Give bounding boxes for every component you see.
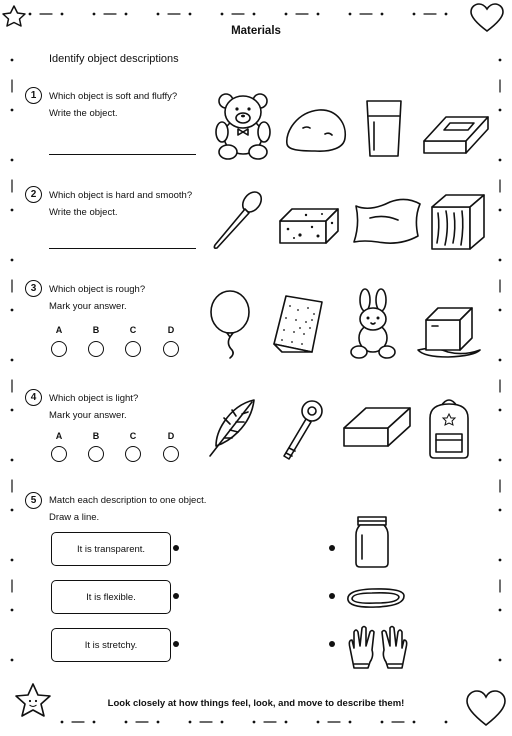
question-prompt: Match each description to one object.	[49, 495, 207, 506]
answer-bubble-c[interactable]	[125, 446, 141, 462]
match-dot-right[interactable]	[329, 593, 335, 599]
ice-cube-icon	[414, 302, 484, 358]
choice-label-b: B	[92, 325, 100, 335]
question-number: 3	[25, 280, 42, 297]
answer-bubble-d[interactable]	[163, 446, 179, 462]
match-dot-right[interactable]	[329, 641, 335, 647]
answer-bubble-c[interactable]	[125, 341, 141, 357]
choice-label-c: C	[129, 431, 137, 441]
match-dot-left[interactable]	[173, 593, 179, 599]
choice-label-c: C	[129, 325, 137, 335]
feather-icon	[206, 396, 258, 458]
choice-label-d: D	[167, 325, 175, 335]
sponge-icon	[278, 205, 342, 245]
answer-bubble-a[interactable]	[51, 446, 67, 462]
question-text	[49, 187, 192, 221]
question-text	[49, 88, 177, 122]
answer-bubble-d[interactable]	[163, 341, 179, 357]
question-instruction: Mark your answer.	[49, 410, 127, 421]
choice-label-a: A	[55, 325, 63, 335]
sandpaper-icon	[272, 294, 324, 356]
key-icon	[276, 398, 326, 464]
balloon-icon	[208, 290, 252, 360]
book-icon	[422, 113, 490, 157]
bunny-plush-icon	[348, 288, 398, 360]
question-prompt: Which object is soft and fluffy?	[49, 91, 178, 102]
question-instruction: Mark your answer.	[49, 301, 127, 312]
answer-line[interactable]	[49, 248, 196, 249]
answer-bubble-b[interactable]	[88, 446, 104, 462]
footer-tip: Look closely at how things feel, look, and move to describe them!	[107, 698, 405, 709]
question-instruction: Write the object.	[49, 207, 118, 218]
question-number: 1	[25, 87, 42, 104]
question-prompt: Which object is hard and smooth?	[49, 190, 193, 201]
match-dot-right[interactable]	[329, 545, 335, 551]
question-text	[49, 390, 138, 424]
glass-jar-icon	[352, 513, 392, 569]
description-box: It is flexible.	[51, 580, 171, 614]
question-prompt: Which object is light?	[49, 393, 139, 404]
wooden-block-icon	[430, 193, 488, 251]
question-text	[49, 492, 206, 526]
rock-icon	[283, 104, 349, 154]
spoon-icon	[210, 190, 266, 252]
page-title: Materials	[231, 25, 281, 37]
choice-label-d: D	[167, 431, 175, 441]
answer-line[interactable]	[49, 154, 196, 155]
gloves-icon	[344, 624, 412, 672]
question-number: 5	[25, 492, 42, 509]
page-subtitle: Identify object descriptions	[49, 53, 179, 65]
choice-label-a: A	[55, 431, 63, 441]
teddy-bear-icon	[214, 92, 274, 160]
match-dot-left[interactable]	[173, 545, 179, 551]
choice-label-b: B	[92, 431, 100, 441]
question-prompt: Which object is rough?	[49, 284, 146, 295]
answer-bubble-b[interactable]	[88, 341, 104, 357]
match-dot-left[interactable]	[173, 641, 179, 647]
question-text	[49, 281, 145, 315]
rubber-band-icon	[342, 584, 408, 612]
description-box: It is transparent.	[51, 532, 171, 566]
question-instruction: Draw a line.	[49, 512, 100, 523]
backpack-icon	[424, 396, 474, 460]
description-box: It is stretchy.	[51, 628, 171, 662]
answer-bubble-a[interactable]	[51, 341, 67, 357]
pillow-icon	[350, 196, 424, 248]
question-number: 2	[25, 186, 42, 203]
question-number: 4	[25, 389, 42, 406]
question-instruction: Write the object.	[49, 108, 118, 119]
glass-of-water-icon	[364, 98, 404, 160]
brick-icon	[342, 404, 412, 450]
